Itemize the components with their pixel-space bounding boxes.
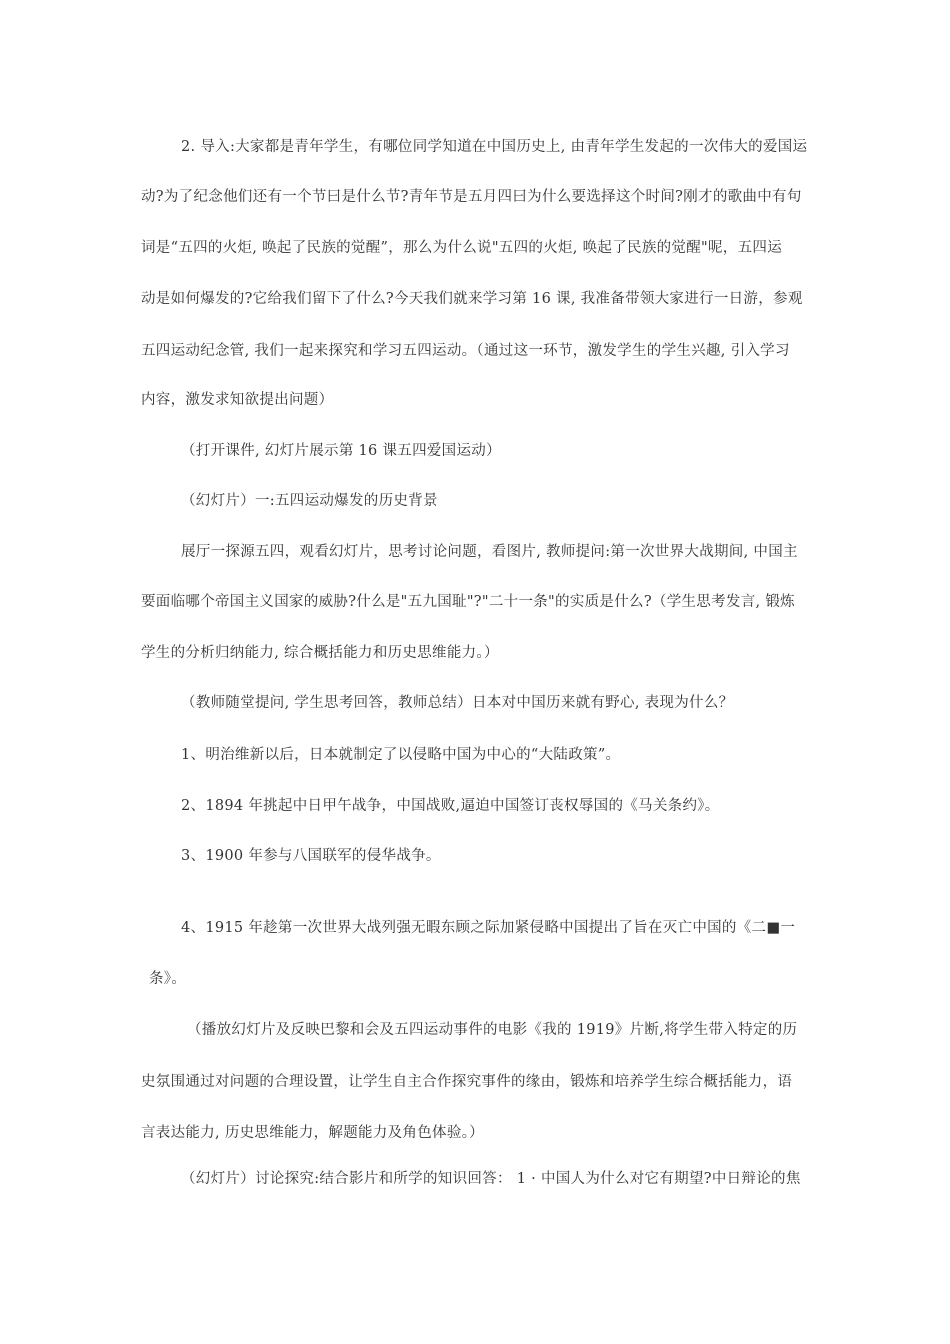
list-item-2: 2、1894 年挑起中日甲午战争，中国战败,逼迫中国签订丧权辱国的《马关条约》。: [181, 798, 720, 814]
film-line-2: 史氛围通过对问题的合理设置，让学生自主合作探究事件的缘由，锻炼和培养学生综合概括能力，语: [141, 1074, 793, 1090]
slide-heading-background: （幻灯片）一:五四运动爆发的历史背景: [181, 493, 438, 509]
intro-line-1: 2. 导入:大家都是青年学生，有哪位同学知道在中国历史上, 由青年学生发起的一次伟大的爱国运: [181, 139, 808, 155]
list-item-4: 4、1915 年趁第一次世界大战列强无暇东顾之际加紧侵略中国提出了旨在灭亡中国的《二■一: [181, 920, 796, 936]
list-item-1: 1、明治维新以后，日本就制定了以侵略中国为中心的“大陆政策”。: [181, 747, 621, 763]
film-line-3: 言表达能力, 历史思维能力，解题能力及角色体验。）: [141, 1125, 484, 1141]
list-item-3: 3、1900 年参与八国联军的侵华战争。: [181, 848, 441, 864]
teacher-question: （教师随堂提问, 学生思考回答，教师总结）日本对中国历来就有野心, 表现为什么？: [181, 695, 734, 711]
hall-line-3: 学生的分析归纳能力, 综合概括能力和历史思维能力。）: [141, 645, 499, 661]
intro-line-5: 五四运动纪念管, 我们一起来探究和学习五四运动。（通过这一环节，激发学生的学生兴趣, 引入学习: [141, 343, 790, 359]
discussion-line: （幻灯片）讨论探究:结合影片和所学的知识回答： 1 · 中国人为什么对它有期望?中日辩论的焦: [181, 1171, 801, 1187]
intro-line-3: 词是“五四的火炬, 唤起了民族的觉醒”，那么为什么说"五四的火炬, 唤起了民族的觉醒"呢，五四运: [141, 240, 782, 256]
intro-line-2: 动?为了纪念他们还有一个节曰是什么节?青年节是五月四曰为什么要选择这个时间?刚才的歌曲中有句: [141, 189, 802, 205]
list-item-4-continued: 条》。: [149, 971, 187, 987]
film-line-1: （播放幻灯片及反映巴黎和会及五四运动事件的电影《我的 1919》片断,将学生带入特定的历: [187, 1022, 798, 1038]
intro-line-4: 动是如何爆发的?它给我们留下了什么?今天我们就来学习第 16 课, 我准备带领大家进行一日游，参观: [141, 291, 803, 307]
courseware-note: （打开课件, 幻灯片展示第 16 课五四爱国运动）: [181, 443, 501, 459]
hall-line-2: 要面临哪个帝国主义国家的威胁?什么是"五九国耻"?"二十一条"的实质是什么?（学生思考发言, 锻炼: [141, 594, 795, 610]
intro-line-6: 内容，激发求知欲提出问题）: [141, 392, 334, 408]
hall-line-1: 展厅一探源五四，观看幻灯片，思考讨论问题，看图片, 教师提问:第一次世界大战期间, 中国主: [181, 544, 798, 560]
